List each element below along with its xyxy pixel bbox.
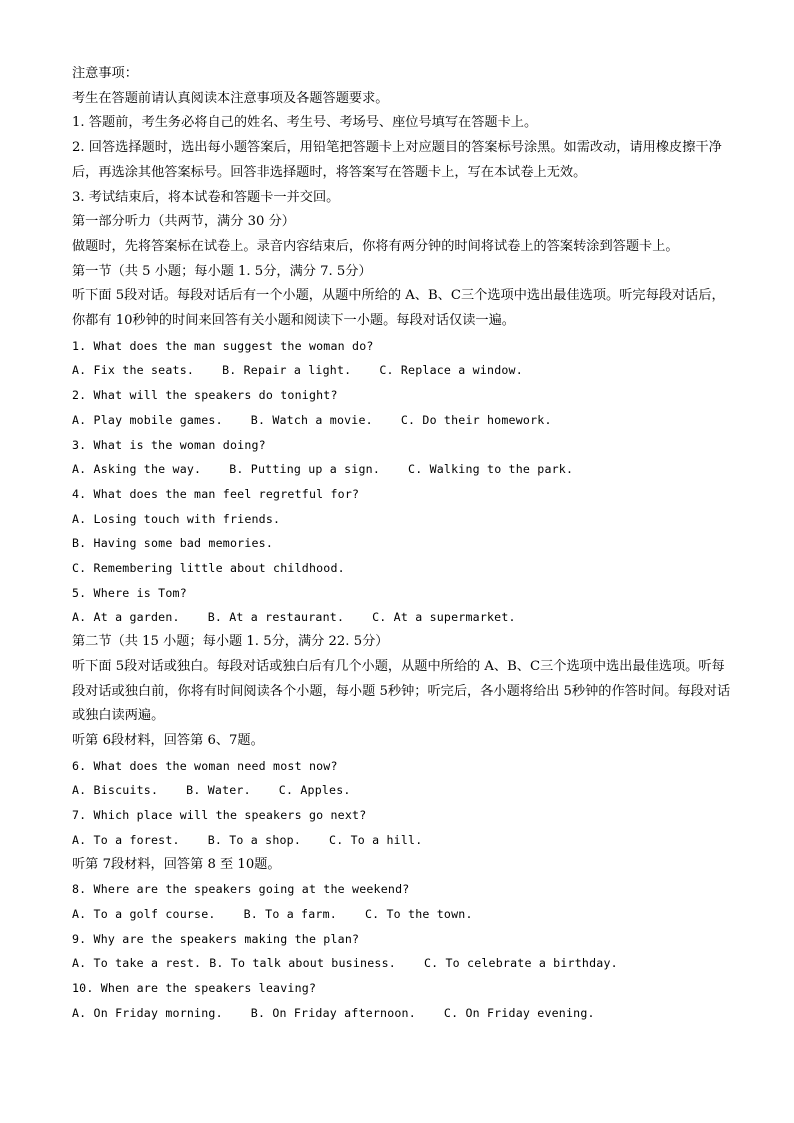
option-a: A. At a garden. <box>72 610 180 625</box>
option-c: C. To celebrate a birthday. <box>423 956 618 971</box>
question-text: 6. What does the woman need most now? <box>72 758 338 773</box>
option-row <box>72 457 732 482</box>
option-b: B. Having some bad memories. <box>72 536 274 551</box>
option-row <box>72 778 732 803</box>
option-a: A. To a forest. <box>72 832 180 847</box>
option-c: C. Replace a window. <box>379 363 523 378</box>
option-b: B. Repair a light. <box>222 363 352 378</box>
material-heading: 听第 6段材料，回答第 6、7题。 <box>72 732 264 748</box>
question-text: 7. Which place will the speakers go next? <box>72 808 367 823</box>
option-b: B. Putting up a sign. <box>229 462 381 477</box>
option-row <box>72 1001 732 1026</box>
material-heading: 听第 7段材料，回答第 8 至 10题。 <box>72 856 281 872</box>
question-text: 3. What is the woman doing? <box>72 437 266 452</box>
exam-page <box>72 62 732 1025</box>
option-a: A. Losing touch with friends. <box>72 511 281 526</box>
section1-instruction: 听下面 5段对话。每段对话后有一个小题，从题中所给的 A、B、C三个选项中选出最佳选项。听完每段对话后，你都有 10秒钟的时间来回答有关小题和阅读下一小题。每段对话仅读一遍。 <box>72 288 725 329</box>
option-row <box>72 605 732 630</box>
notice-item: 3. 考试结束后，将本试卷和答题卡一并交回。 <box>72 189 340 205</box>
option-c: C. On Friday evening. <box>443 1005 595 1020</box>
part1-title: 第一部分听力（共两节，满分 30 分） <box>72 214 295 230</box>
option-c: C. To the town. <box>364 906 473 921</box>
option-a: A. Asking the way. <box>72 462 202 477</box>
option-row <box>72 358 732 383</box>
option-a: A. To a golf course. <box>72 906 216 921</box>
option-b: B. On Friday afternoon. <box>250 1005 416 1020</box>
question-text: 8. Where are the speakers going at the weekend? <box>72 882 410 897</box>
option-c: C. To a hill. <box>329 832 423 847</box>
option-b: B. At a restaurant. <box>207 610 345 625</box>
option-a: A. Biscuits. <box>72 783 159 798</box>
option-row <box>72 902 732 927</box>
option-c: C. Walking to the park. <box>408 462 574 477</box>
option-c: C. Do their homework. <box>400 412 552 427</box>
option-b: B. To a farm. <box>243 906 337 921</box>
question-text: 2. What will the speakers do tonight? <box>72 388 338 403</box>
question-text: 10. When are the speakers leaving? <box>72 981 317 996</box>
option-a: A. Fix the seats. <box>72 363 195 378</box>
option-row <box>72 951 732 976</box>
option-b: B. To a shop. <box>207 832 302 847</box>
notice-intro: 考生在答题前请认真阅读本注意事项及各题答题要求。 <box>72 90 389 106</box>
section2-title: 第二节（共 15 小题；每小题 1. 5分，满分 22. 5分） <box>72 634 389 650</box>
section2-instruction: 听下面 5段对话或独白。每段对话或独白后有几个小题，从题中所给的 A、B、C三个选项中选出最佳选项。听每段对话或独白前，你将有时间阅读各个小题，每小题 5秒钟；听完后，各小题将给出 5秒钟的作答时间。每段对话或独白读两遍。 <box>72 658 731 724</box>
option-b: B. To talk about business. <box>209 956 396 971</box>
section1-title: 第一节（共 5 小题；每小题 1. 5分，满分 7. 5分） <box>72 263 372 279</box>
notice-title: 注意事项： <box>72 66 138 81</box>
option-b: B. Watch a movie. <box>250 412 373 427</box>
option-b: B. Water. <box>186 783 251 798</box>
option-row <box>72 408 732 433</box>
question-text: 9. Why are the speakers making the plan? <box>72 931 360 946</box>
option-c: C. At a supermarket. <box>372 610 516 625</box>
notice-item: 1. 答题前，考生务必将自己的姓名、考生号、考场号、座位号填写在答题卡上。 <box>72 115 538 131</box>
option-c: C. Remembering little about childhood. <box>72 561 345 576</box>
option-row <box>72 828 732 853</box>
question-text: 5. Where is Tom? <box>72 585 187 600</box>
part1-instruction: 做题时，先将答案标在试卷上。录音内容结束后，你将有两分钟的时间将试卷上的答案转涂到答题卡上。 <box>72 238 679 254</box>
option-a: A. On Friday morning. <box>72 1005 223 1020</box>
option-a: A. To take a rest. <box>72 956 202 971</box>
option-c: C. Apples. <box>278 783 351 798</box>
question-text: 1. What does the man suggest the woman do? <box>72 338 374 353</box>
notice-item: 2. 回答选择题时，选出每小题答案后，用铅笔把答题卡上对应题目的答案标号涂黑。如需改动，请用橡皮擦干净后，再选涂其他答案标号。回答非选择题时，将答案写在答题卡上，写在本试卷上无效。 <box>72 140 722 180</box>
question-text: 4. What does the man feel regretful for? <box>72 486 360 501</box>
option-a: A. Play mobile games. <box>72 412 223 427</box>
